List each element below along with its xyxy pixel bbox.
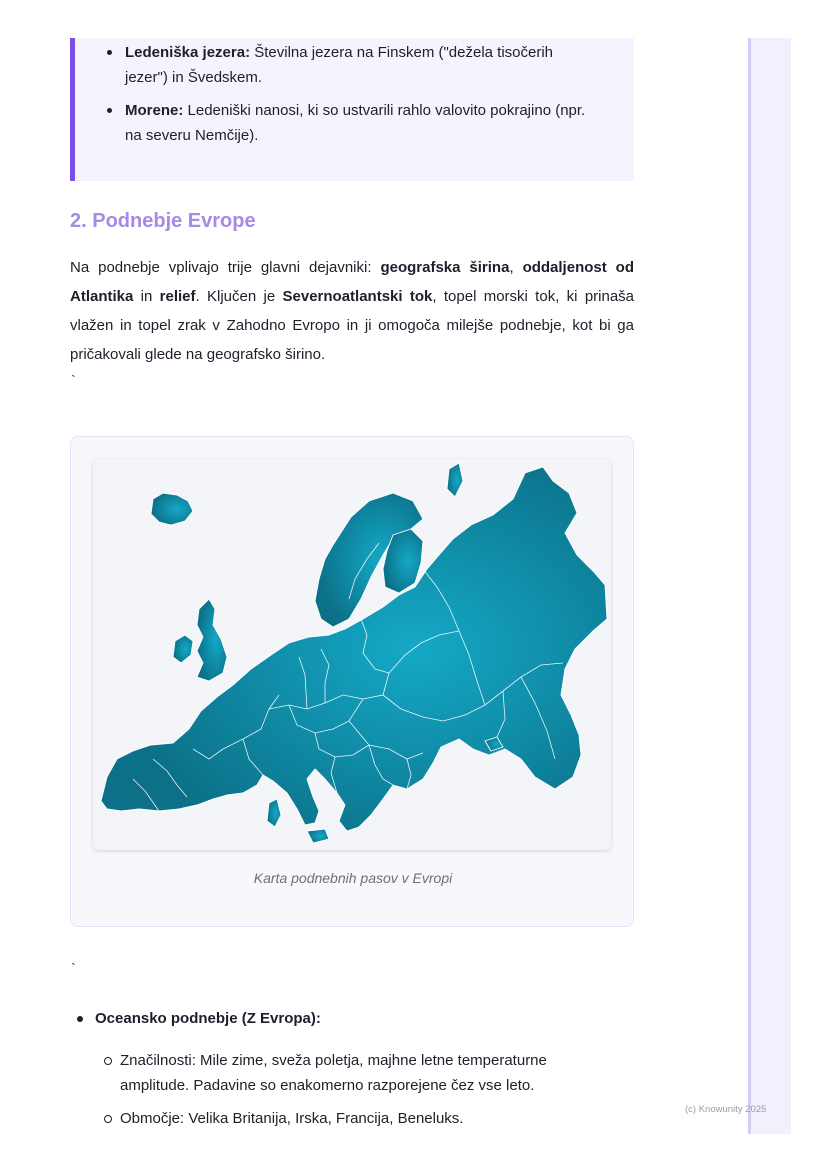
bold-run: oddaljenost od Atlantika — [70, 259, 634, 305]
list-item — [111, 98, 594, 148]
text-run: , — [509, 259, 523, 276]
stray-backtick: ` — [71, 372, 76, 388]
desc-lakes: Številna jezera na Finskem ("dežela tisočerih jezer") in Švedskem. — [125, 44, 554, 86]
europe-map-graphic — [93, 459, 611, 850]
callout-list — [111, 40, 594, 148]
iceland-shape — [151, 493, 193, 525]
stray-backtick: ` — [71, 960, 76, 976]
text-run: . Ključen je — [195, 288, 283, 305]
section-title: 2. Podnebje Evrope — [70, 210, 256, 232]
text-run: , topel morski tok, ki prinaša vlažen in topel zrak v Zahodno Evropo in ji omogoča milejše podnebje, kot bi ga pričakovali glede na geografsko širino. — [70, 288, 635, 363]
text-run: Na podnebje vplivajo trije glavni dejavniki: — [70, 259, 381, 276]
desc-moraines: Ledeniški nanosi, ki so ustvarili rahlo valovito pokrajino (npr. na severu Nemčije). — [125, 102, 586, 144]
bold-run: geografska širina — [380, 259, 510, 276]
term-moraines: Morene: — [125, 102, 184, 119]
sardinia-shape — [267, 799, 281, 827]
copyright-note: (c) Knowunity 2025 — [685, 1104, 767, 1115]
novaya-zemlya-shape — [447, 463, 463, 497]
glaciation-callout — [70, 38, 634, 181]
term-lakes: Ledeniška jezera: — [125, 44, 251, 61]
oceanic-characteristics: Značilnosti: Mile zime, sveža poletja, majhne letne temperaturne amplitude. Padavine so enakomerno razporejene čez vse leto. — [120, 1048, 634, 1098]
climate-paragraph — [70, 253, 634, 369]
europe-map — [93, 459, 611, 850]
sicily-shape — [307, 829, 329, 843]
bold-run: relief — [159, 288, 196, 305]
great-britain-shape — [197, 599, 227, 681]
text-run: in — [133, 288, 160, 305]
right-margin-rail — [748, 38, 791, 1134]
bold-run: Severnoatlantski tok — [282, 288, 433, 305]
map-figure — [70, 436, 634, 927]
climate-type-list — [70, 1008, 634, 1131]
map-caption: Karta podnebnih pasov v Evropi — [253, 870, 453, 886]
list-item — [111, 40, 594, 90]
ireland-shape — [173, 635, 193, 663]
oceanic-region: Območje: Velika Britanija, Irska, Francija, Beneluks. — [120, 1106, 634, 1131]
climate-type-oceanic: Oceansko podnebje (Z Evropa): — [70, 1008, 634, 1030]
